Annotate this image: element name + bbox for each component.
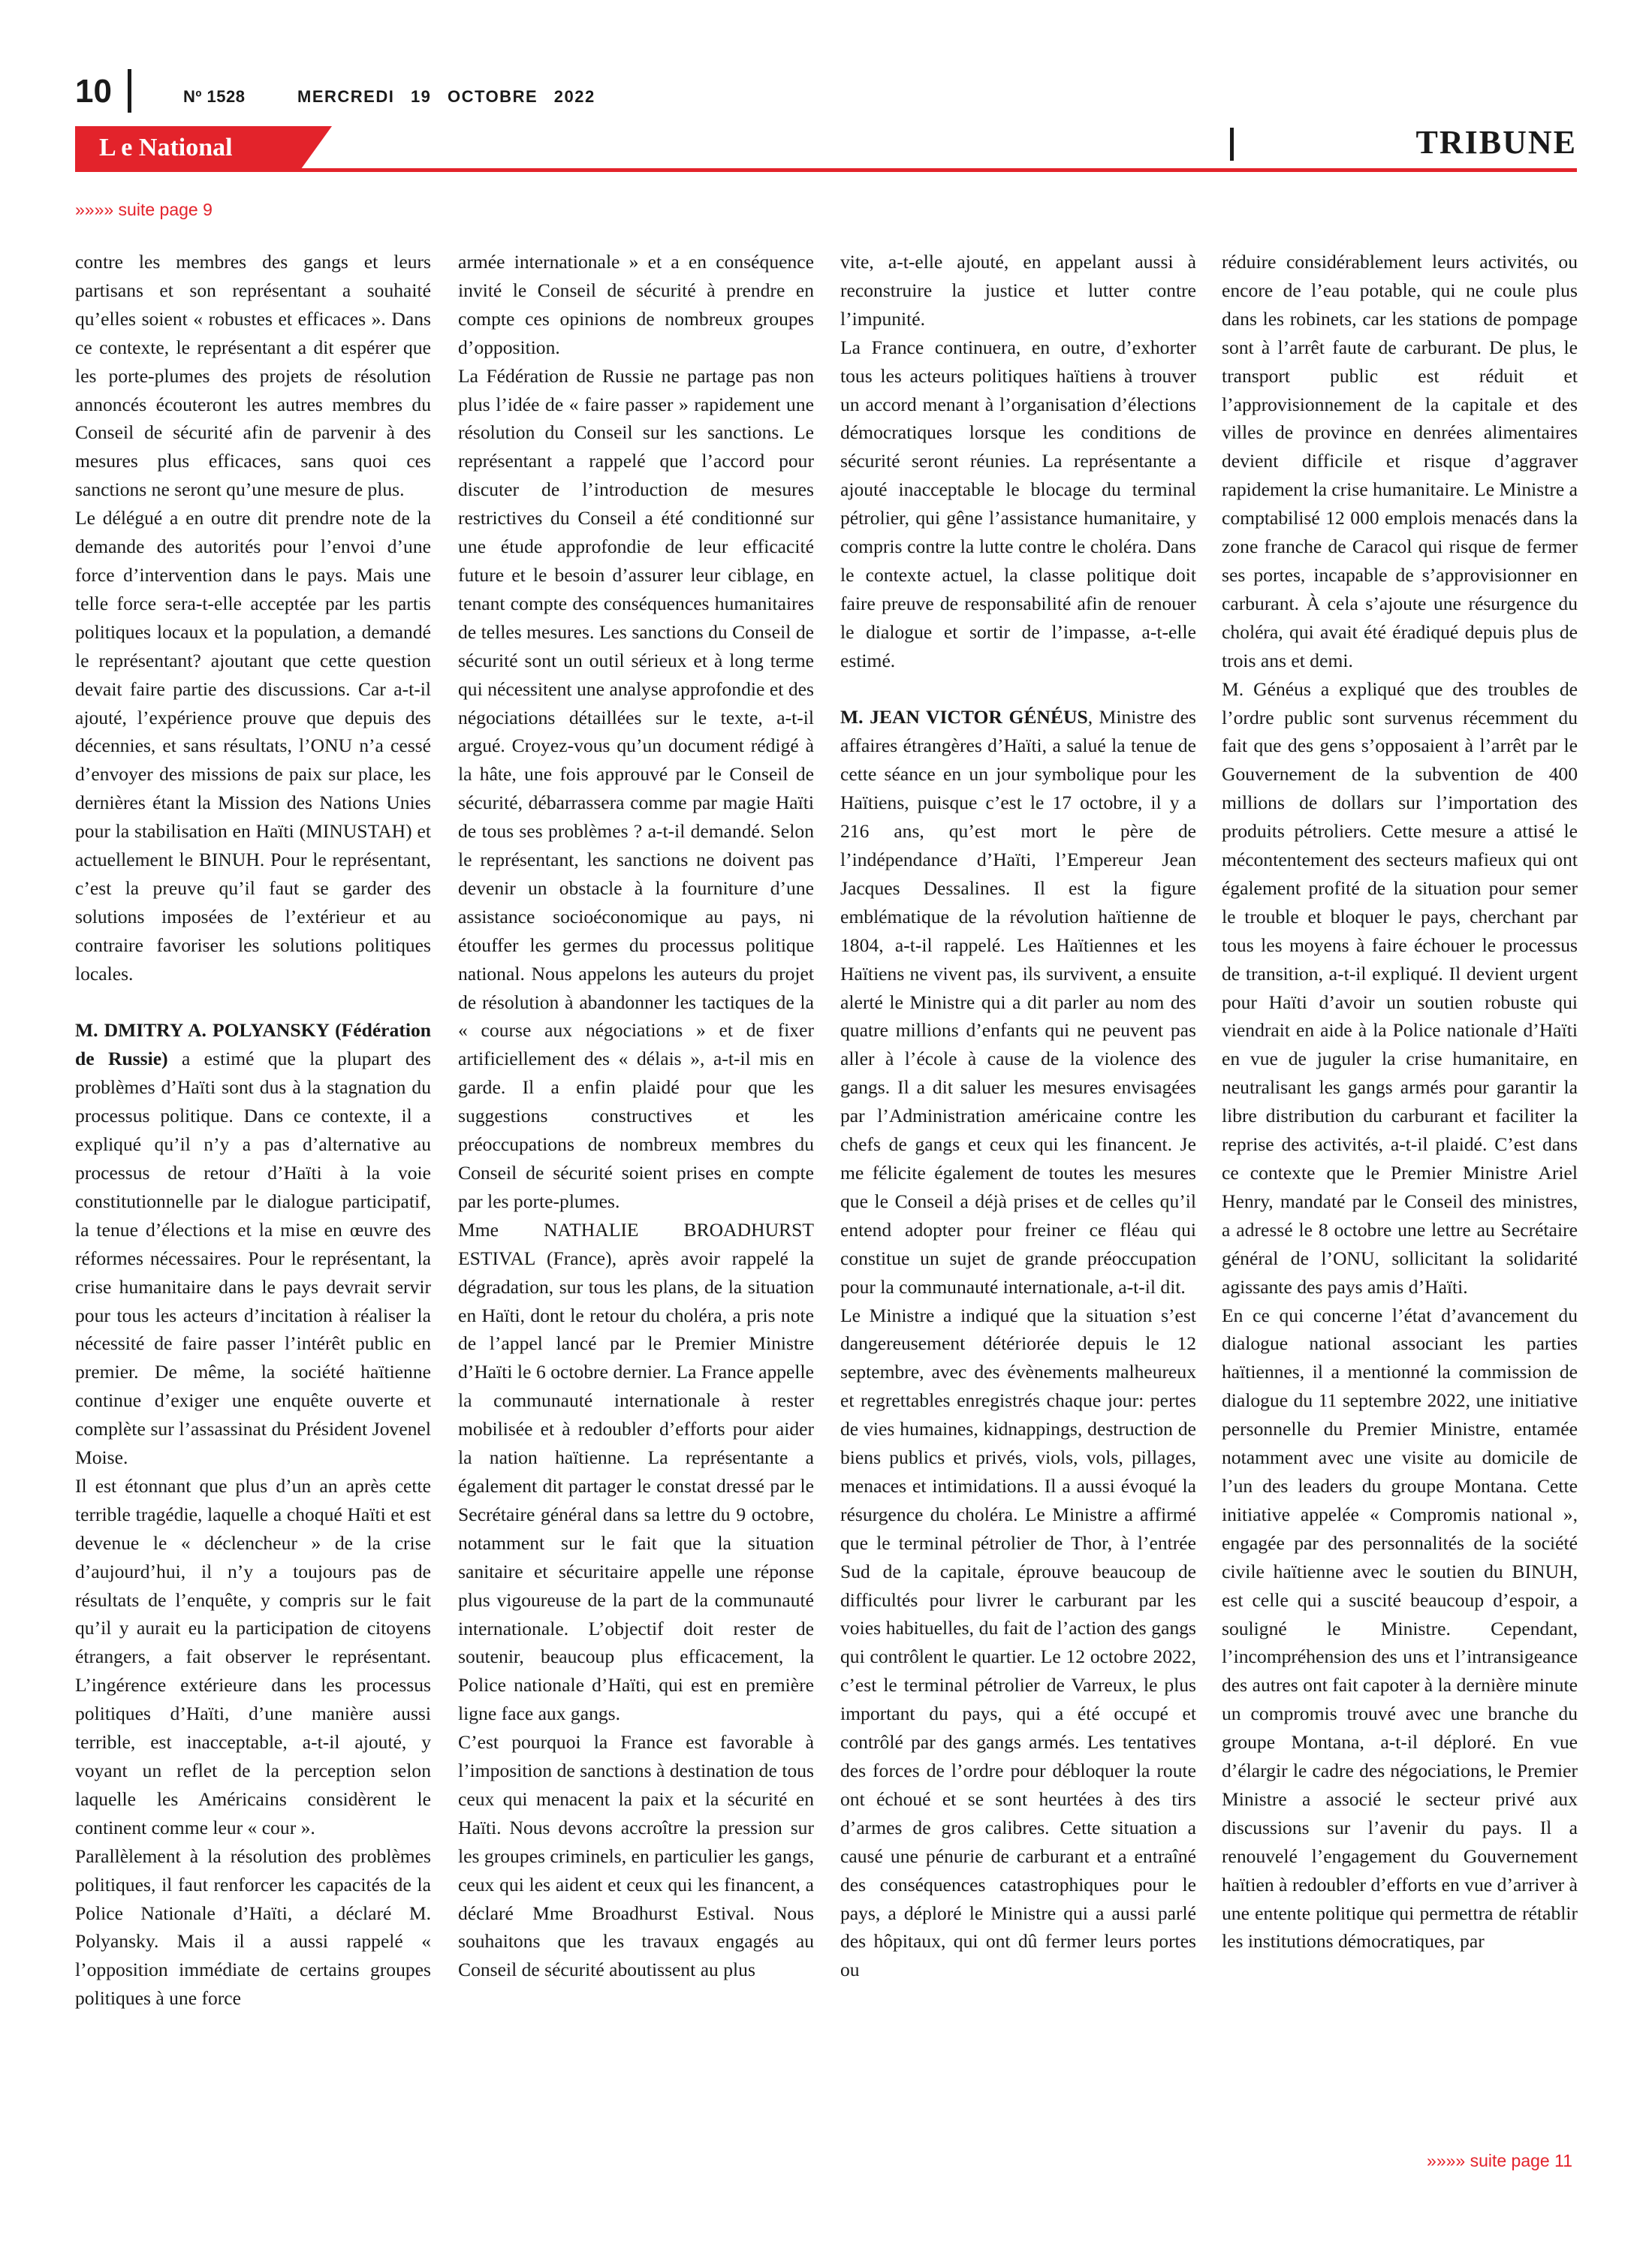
- article-column-2: [458, 248, 814, 1984]
- paragraph: Le délégué a en outre dit prendre note de la demande des autorités pour l’envoi d’une force d’intervention dans le pays. Mais une telle force sera-t-elle acceptée par les partis politiques locaux et la population, a demandé le représentant? ajoutant que cette question devait faire partie des discussions. Car a-t-il ajouté, l’expérience prouve que depuis des décennies, et sans résultats, l’ONU n’a cessé d’envoyer des missions de paix sur place, les dernières étant la Mission des Nations Unies pour la stabilisation en Haïti (MINUSTAH) et actuellement le BINUH. Pour le représentant, c’est la preuve qu’il faut se garder des solutions imposées de l’extérieur et au contraire favoriser les solutions politiques locales.: [75, 507, 431, 985]
- article-column-3: [840, 248, 1196, 1984]
- paragraph: En ce qui concerne l’état d’avancement du dialogue national associant les parties haïtiennes, il a mentionné la commission de dialogue du 11 septembre 2022, une initiative personnelle du Premier Ministre, entamée notamment avec une visite au domicile de l’un des leaders du groupe Montana. Cette initiative appelée « Compromis national », engagée par des personnalités de la société civile haïtienne avec le soutien du BINUH, est celle qui a suscité beaucoup d’espoir, a souligné le Ministre. Cependant, l’incompréhension des uns et l’intransigeance des autres ont fait capoter à la dernière minute un compromis trouvé avec une branche du groupe Montana, a-t-il déploré. En vue d’élargir le cadre des négociations, le Premier Ministre a associé le secteur privé aux discussions sur l’avenir du pays. Il a renouvelé l’engagement du Gouvernement haïtien à redoubler d’efforts en vue d’arriver à une entente politique qui permettra de rétablir les institutions démocratiques, par: [1222, 1304, 1578, 1953]
- paragraph: [75, 1016, 431, 1472]
- paragraph: M. Généus a expliqué que des troubles de l’ordre public sont survenus récemment du fait que des gens s’opposaient à l’arrêt par le Gouvernement de la subvention de 400 millions de dollars sur l’importation des produits pétroliers. Cette mesure a attisé le mécontentement des secteurs mafieux qui ont également profité de la situation pour semer le trouble et bloquer le pays, cherchant par tous les moyens à faire échouer le processus de transition, a-t-il expliqué. Il devient urgent pour Haïti d’avoir un soutien robuste qui viendrait en aide à la Police nationale d’Haïti en vue de juguler la crise humanitaire, en neutralisant les gangs armés pour garantir la libre distribution du carburant et faciliter la reprise des activités, a-t-il plaidé. C’est dans ce contexte que le Premier Ministre Ariel Henry, mandaté par le Conseil des ministres, a adressé le 8 octobre une lettre au Secrétaire général de l’ONU, sollicitant la solidarité agissante des pays amis d’Haïti.: [1222, 677, 1578, 1298]
- paragraph-text: a estimé que la plupart des problèmes d’Haïti sont dus à la stagnation du processus politique. Dans ce contexte, il a expliqué qu’il n’y a pas d’alternative au processus de retour d’Haïti à la voie constitutionnelle par le dialogue participatif, la tenue d’élections et la mise en œuvre des réformes nécessaires. Pour le représentant, la crise humanitaire dans le pays devrait servir pour tous les acteurs d’incitation à réaliser la nécessité de faire passer l’intérêt public en premier. De même, la société haïtienne continue d’exiger une enquête ouverte et complète sur l’assassinat du Président Jovenel Moise.: [75, 1048, 431, 1469]
- article-column-4: [1222, 248, 1578, 1956]
- section-title: TRIBUNE: [1415, 124, 1577, 161]
- speaker-name: M. DMITRY A. POLYANSKY (Fédération de Russie): [75, 1019, 431, 1070]
- paragraph: Il est étonnant que plus d’un an après cette terrible tragédie, laquelle a choqué Haïti et est devenue le « déclencheur » de la crise d’aujourd’hui, il n’y a toujours pas de résultats de l’enquête, y compris sur le fait qu’il y aurait eu la participation de citoyens étrangers, a fait observer le représentant. L’ingérence extérieure dans les processus politiques d’Haïti, d’une manière aussi terrible, est inacceptable, a-t-il ajouté, y voyant un reflet de la perception selon laquelle les Américains considèrent le continent comme leur « cour ».: [75, 1474, 431, 1838]
- section-divider: [1230, 128, 1234, 161]
- continued-to-link[interactable]: »»»» suite page 11: [1427, 2151, 1572, 2170]
- paragraph: [840, 703, 1196, 1301]
- page-number-divider: [128, 69, 131, 113]
- paragraph: contre les membres des gangs et leurs partisans et son représentant a souhaité qu’elles soient « robustes et efficaces ». Dans ce contexte, le représentant a dit espérer que les porte-plumes des projets de résolution annoncés écouteront les autres membres du Conseil de sécurité afin de parvenir à des mesures plus efficaces, sans quoi ces sanctions ne seront qu’une mesure de plus.: [75, 251, 431, 501]
- newspaper-logo: L e National: [99, 134, 233, 161]
- paragraph: Mme NATHALIE BROADHURST ESTIVAL (France), après avoir rappelé la dégradation, sur tous les plans, de la situation en Haïti, dont le retour du choléra, a pris note de l’appel lancé par le Premier Ministre d’Haïti le 6 octobre dernier. La France appelle la communauté internationale à rester mobilisée et à redoubler d’efforts pour aider la nation haïtienne. La représentante a également dit partager le constat dressé par le Secrétaire général dans sa lettre du 9 octobre, notamment sur le fait que la situation sanitaire et sécuritaire appelle une réponse plus vigoureuse de la part de la communauté internationale. L’objectif doit rester de soutenir, beaucoup plus efficacement, la Police nationale d’Haïti, qui est en première ligne face aux gangs.: [458, 1218, 814, 1725]
- paragraph: armée internationale » et a en conséquence invité le Conseil de sécurité à prendre en compte ces opinions de nombreux groupes d’opposition.: [458, 251, 814, 358]
- article-column-1: [75, 248, 431, 2013]
- paragraph: réduire considérablement leurs activités, ou encore de l’eau potable, qui ne coule plus dans les robinets, car les stations de pompage sont à l’arrêt faute de carburant. De plus, le transport public est réduit et l’approvisionnement de la capitale et des villes de province en denrées alimentaires devient difficile et risque d’aggraver rapidement la crise humanitaire. Le Ministre a comptabilisé 12 000 emplois menacés dans la zone franche de Caracol qui risque de fermer ses portes, incapable de s’approvisionner en carburant. À cela s’ajoute une résurgence du choléra, qui avait été éradiqué depuis plus de trois ans et demi.: [1222, 251, 1578, 671]
- paragraph: Le Ministre a indiqué que la situation s’est dangereusement détériorée depuis le 12 septembre, avec des évènements malheureux et regrettables enregistrés chaque jour: pertes de vies humaines, kidnappings, destruction de biens publics et privés, viols, vols, pillages, menaces et intimidations. Il a aussi évoqué la résurgence du choléra. Le Ministre a affirmé que le terminal pétrolier de Thor, à l’entrée Sud de la capitale, éprouve beaucoup de difficultés pour livrer le carburant par les voies habituelles, du fait de l’action des gangs qui contrôlent le quartier. Le 12 octobre 2022, c’est le terminal pétrolier de Varreux, le plus important du pays, qui a été occupé et contrôlé par des gangs armés. Les tentatives des forces de l’ordre pour débloquer la route ont échoué et se sont heurtées à des tirs d’armes de gros calibres. Cette situation a causé une pénurie de carburant et a entraîné des conséquences catastrophiques pour le pays, a déploré le Ministre qui a aussi parlé des hôpitaux, qui ont dû fermer leurs portes ou: [840, 1304, 1196, 1981]
- paragraph: La France continuera, en outre, d’exhorter tous les acteurs politiques haïtiens à trouver un accord menant à l’organisation d’élections démocratiques lorsque les conditions de sécurité seront réunies. La représentante a ajouté inacceptable le blocage du terminal pétrolier, qui gêne l’assistance humanitaire, y compris contre la lutte contre le choléra. Dans le contexte actuel, la classe politique doit faire preuve de responsabilité afin de renouer le dialogue et sortir de l’impasse, a-t-elle estimé.: [840, 336, 1196, 671]
- paragraph: vite, a-t-elle ajouté, en appelant aussi à reconstruire la justice et lutter contre l’impunité.: [840, 251, 1196, 330]
- paragraph: Parallèlement à la résolution des problèmes politiques, il faut renforcer les capacités de la Police Nationale d’Haïti, a déclaré M. Polyansky. Mais il a aussi rappelé « l’opposition immédiate de certains groupes politiques à une force: [75, 1844, 431, 2010]
- speaker-name: M. JEAN VICTOR GÉNÉUS: [840, 706, 1088, 728]
- paragraph: La Fédération de Russie ne partage pas non plus l’idée de « faire passer » rapidement une résolution du Conseil sur les sanctions. Le représentant a rappelé que l’accord pour discuter de l’introduction de mesures restrictives du Conseil a été conditionné sur une étude approfondie de leur efficacité future et le besoin d’assurer leur ciblage, en tenant compte des conséquences humanitaires de telles mesures. Les sanctions du Conseil de sécurité sont un outil sérieux et à long terme qui nécessitent une analyse approfondie et des négociations détaillées sur le texte, a-t-il argué. Croyez-vous qu’un document rédigé à la hâte, une fois approuvé par le Conseil de sécurité, débarrassera comme par magie Haïti de tous ses problèmes ? a-t-il demandé. Selon le représentant, les sanctions ne doivent pas devenir un obstacle à la fourniture d’une assistance socioéconomique au pays, ni étouffer les germes du processus politique national. Nous appelons les auteurs du projet de résolution à abandonner les tactiques de la « course aux négociations » et de fixer artificiellement des « délais », a-t-il mis en garde. Il a enfin plaidé pour que les suggestions constructives et les préoccupations de nombreux membres du Conseil de sécurité soient prises en compte par les porte-plumes.: [458, 364, 814, 1212]
- issue-date: MERCREDI 19 OCTOBRE 2022: [297, 87, 595, 106]
- header-rule: [75, 168, 1577, 172]
- continued-from-link[interactable]: »»»» suite page 9: [75, 200, 213, 219]
- issue-number: Nº 1528: [183, 87, 246, 106]
- page-number: 10: [75, 73, 112, 110]
- paragraph: C’est pourquoi la France est favorable à l’imposition de sanctions à destination de tous ceux qui menacent la paix et la sécurité en Haïti. Nous devons accroître la pression sur les groupes criminels, en particulier les gangs, ceux qui les aident et ceux qui les financent, a déclaré Mme Broadhurst Estival. Nous souhaitons que les travaux engagés au Conseil de sécurité aboutissent au plus: [458, 1731, 814, 1981]
- paragraph-text: , Ministre des affaires étrangères d’Haïti, a salué la tenue de cette séance en un jour symbolique pour les Haïtiens, puisque c’est le 17 octobre, il y a 216 ans, qu’est mort le père de l’indépendance d’Haïti, l’Empereur Jean Jacques Dessalines. Il est la figure emblématique de la révolution haïtienne de 1804, a-t-il rappelé. Les Haïtiennes et les Haïtiens ne vivent pas, ils survivent, a ensuite alerté le Ministre qui a dit parler au nom des quatre millions d’enfants qui ne peuvent pas aller à l’école à cause de la violence des gangs. Il a dit saluer les mesures envisagées par l’Administration américaine contre les chefs de gangs et ceux qui les financent. Je me félicite également de toutes les mesures que le Conseil a déjà prises et de celles qu’il entend adopter pour freiner ce fléau qui constitue un sujet de grande préoccupation pour la communauté internationale, a-t-il dit.: [840, 706, 1197, 1298]
